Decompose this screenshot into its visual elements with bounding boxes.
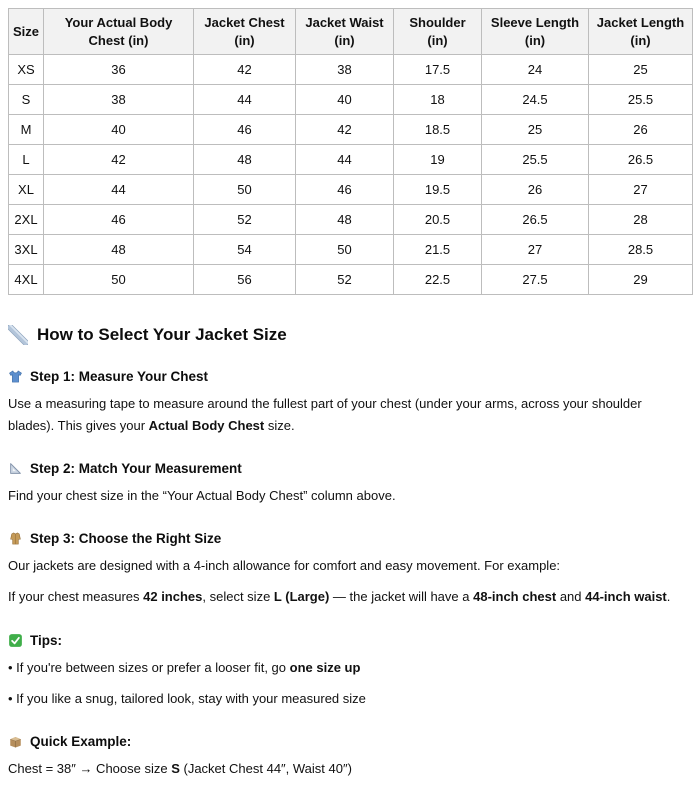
measurement-cell: 44 (44, 175, 194, 205)
section-heading-text: Step 1: Measure Your Chest (30, 369, 209, 385)
guide-section (8, 734, 691, 780)
section-paragraph: Use a measuring tape to measure around the fullest part of your chest (under your arms, across your shoulder blades). This gives your Actual Body Chest size. (8, 396, 642, 434)
measurement-cell: 19.5 (394, 175, 482, 205)
measurement-cell: 25.5 (589, 85, 693, 115)
column-header: Shoulder (in) (394, 9, 482, 55)
measurement-cell: 42 (194, 55, 296, 85)
measurement-cell: 54 (194, 235, 296, 265)
tshirt-icon (8, 369, 23, 384)
guide-section (8, 369, 691, 437)
table-row (9, 115, 693, 145)
column-header: Size (9, 9, 44, 55)
section-paragraph: Chest = 38″ → Choose size S (Jacket Chest 44″, Waist 40″) (8, 760, 352, 776)
package-icon (8, 734, 23, 749)
size-cell: XL (9, 175, 44, 205)
measurement-cell: 28 (589, 205, 693, 235)
guide-section (8, 461, 691, 507)
section-heading (8, 734, 691, 749)
section-heading (8, 531, 691, 546)
column-header: Jacket Chest (in) (194, 9, 296, 55)
guide-section (8, 531, 691, 608)
section-heading-text: Step 3: Choose the Right Size (30, 531, 222, 547)
measurement-cell: 20.5 (394, 205, 482, 235)
table-row (9, 85, 693, 115)
measurement-cell: 18 (394, 85, 482, 115)
section-paragraph: • If you like a snug, tailored look, stay with your measured size (8, 690, 366, 706)
size-table-body (9, 55, 693, 295)
measurement-cell: 50 (296, 235, 394, 265)
size-cell: XS (9, 55, 44, 85)
measurement-cell: 48 (296, 205, 394, 235)
measurement-cell: 27.5 (482, 265, 589, 295)
section-paragraph: Our jackets are designed with a 4-inch allowance for comfort and easy movement. For example: (8, 558, 561, 574)
table-row (9, 205, 693, 235)
measurement-cell: 19 (394, 145, 482, 175)
measurement-cell: 44 (296, 145, 394, 175)
measurement-cell: 26 (482, 175, 589, 205)
measurement-cell: 48 (194, 145, 296, 175)
section-heading-text: Step 2: Match Your Measurement (30, 461, 242, 477)
table-row (9, 145, 693, 175)
size-cell: S (9, 85, 44, 115)
section-heading (8, 461, 691, 476)
size-table-head-row (9, 9, 693, 55)
column-header: Sleeve Length (in) (482, 9, 589, 55)
measurement-cell: 40 (44, 115, 194, 145)
table-row (9, 265, 693, 295)
size-cell: M (9, 115, 44, 145)
column-header: Jacket Waist (in) (296, 9, 394, 55)
measurement-cell: 24 (482, 55, 589, 85)
measurement-cell: 28.5 (589, 235, 693, 265)
measurement-cell: 56 (194, 265, 296, 295)
measurement-cell: 27 (589, 175, 693, 205)
size-chart-table (8, 8, 693, 295)
column-header: Jacket Length (in) (589, 9, 693, 55)
triangular-ruler-icon (8, 461, 23, 476)
measurement-cell: 26.5 (589, 145, 693, 175)
section-heading-text: Quick Example: (30, 733, 132, 749)
table-row (9, 55, 693, 85)
section-paragraph: • If you're between sizes or prefer a looser fit, go one size up (8, 659, 361, 675)
measurement-cell: 46 (296, 175, 394, 205)
measurement-cell: 18.5 (394, 115, 482, 145)
section-paragraph: Find your chest size in the “Your Actual Body Chest” column above. (8, 488, 396, 504)
size-cell: 2XL (9, 205, 44, 235)
measurement-cell: 26 (589, 115, 693, 145)
coat-icon (8, 531, 23, 546)
measurement-cell: 22.5 (394, 265, 482, 295)
measurement-cell: 50 (194, 175, 296, 205)
column-header: Your Actual Body Chest (in) (44, 9, 194, 55)
size-cell: L (9, 145, 44, 175)
measurement-cell: 27 (482, 235, 589, 265)
measurement-cell: 25 (589, 55, 693, 85)
guide-title (8, 325, 691, 345)
measurement-cell: 44 (194, 85, 296, 115)
measurement-cell: 26.5 (482, 205, 589, 235)
section-paragraph: If your chest measures 42 inches, select size L (Large) — the jacket will have a 48-inch chest and 44-inch waist. (8, 589, 671, 605)
measurement-cell: 52 (296, 265, 394, 295)
measurement-cell: 50 (44, 265, 194, 295)
ruler-icon (8, 325, 28, 345)
guide-sections (8, 369, 691, 780)
measurement-cell: 48 (44, 235, 194, 265)
size-cell: 4XL (9, 265, 44, 295)
guide-section (8, 633, 691, 710)
size-cell: 3XL (9, 235, 44, 265)
measurement-cell: 24.5 (482, 85, 589, 115)
guide-title-text: How to Select Your Jacket Size (37, 325, 287, 345)
measurement-cell: 46 (44, 205, 194, 235)
measurement-cell: 17.5 (394, 55, 482, 85)
measurement-cell: 38 (296, 55, 394, 85)
measurement-cell: 42 (44, 145, 194, 175)
measurement-cell: 21.5 (394, 235, 482, 265)
measurement-cell: 25.5 (482, 145, 589, 175)
section-heading (8, 633, 691, 648)
measurement-cell: 29 (589, 265, 693, 295)
section-heading-text: Tips: (30, 632, 63, 648)
measurement-cell: 42 (296, 115, 394, 145)
check-mark-icon (8, 633, 23, 648)
table-row (9, 175, 693, 205)
measurement-cell: 40 (296, 85, 394, 115)
measurement-cell: 38 (44, 85, 194, 115)
table-row (9, 235, 693, 265)
measurement-cell: 46 (194, 115, 296, 145)
measurement-cell: 52 (194, 205, 296, 235)
section-heading (8, 369, 691, 384)
measurement-cell: 36 (44, 55, 194, 85)
measurement-cell: 25 (482, 115, 589, 145)
